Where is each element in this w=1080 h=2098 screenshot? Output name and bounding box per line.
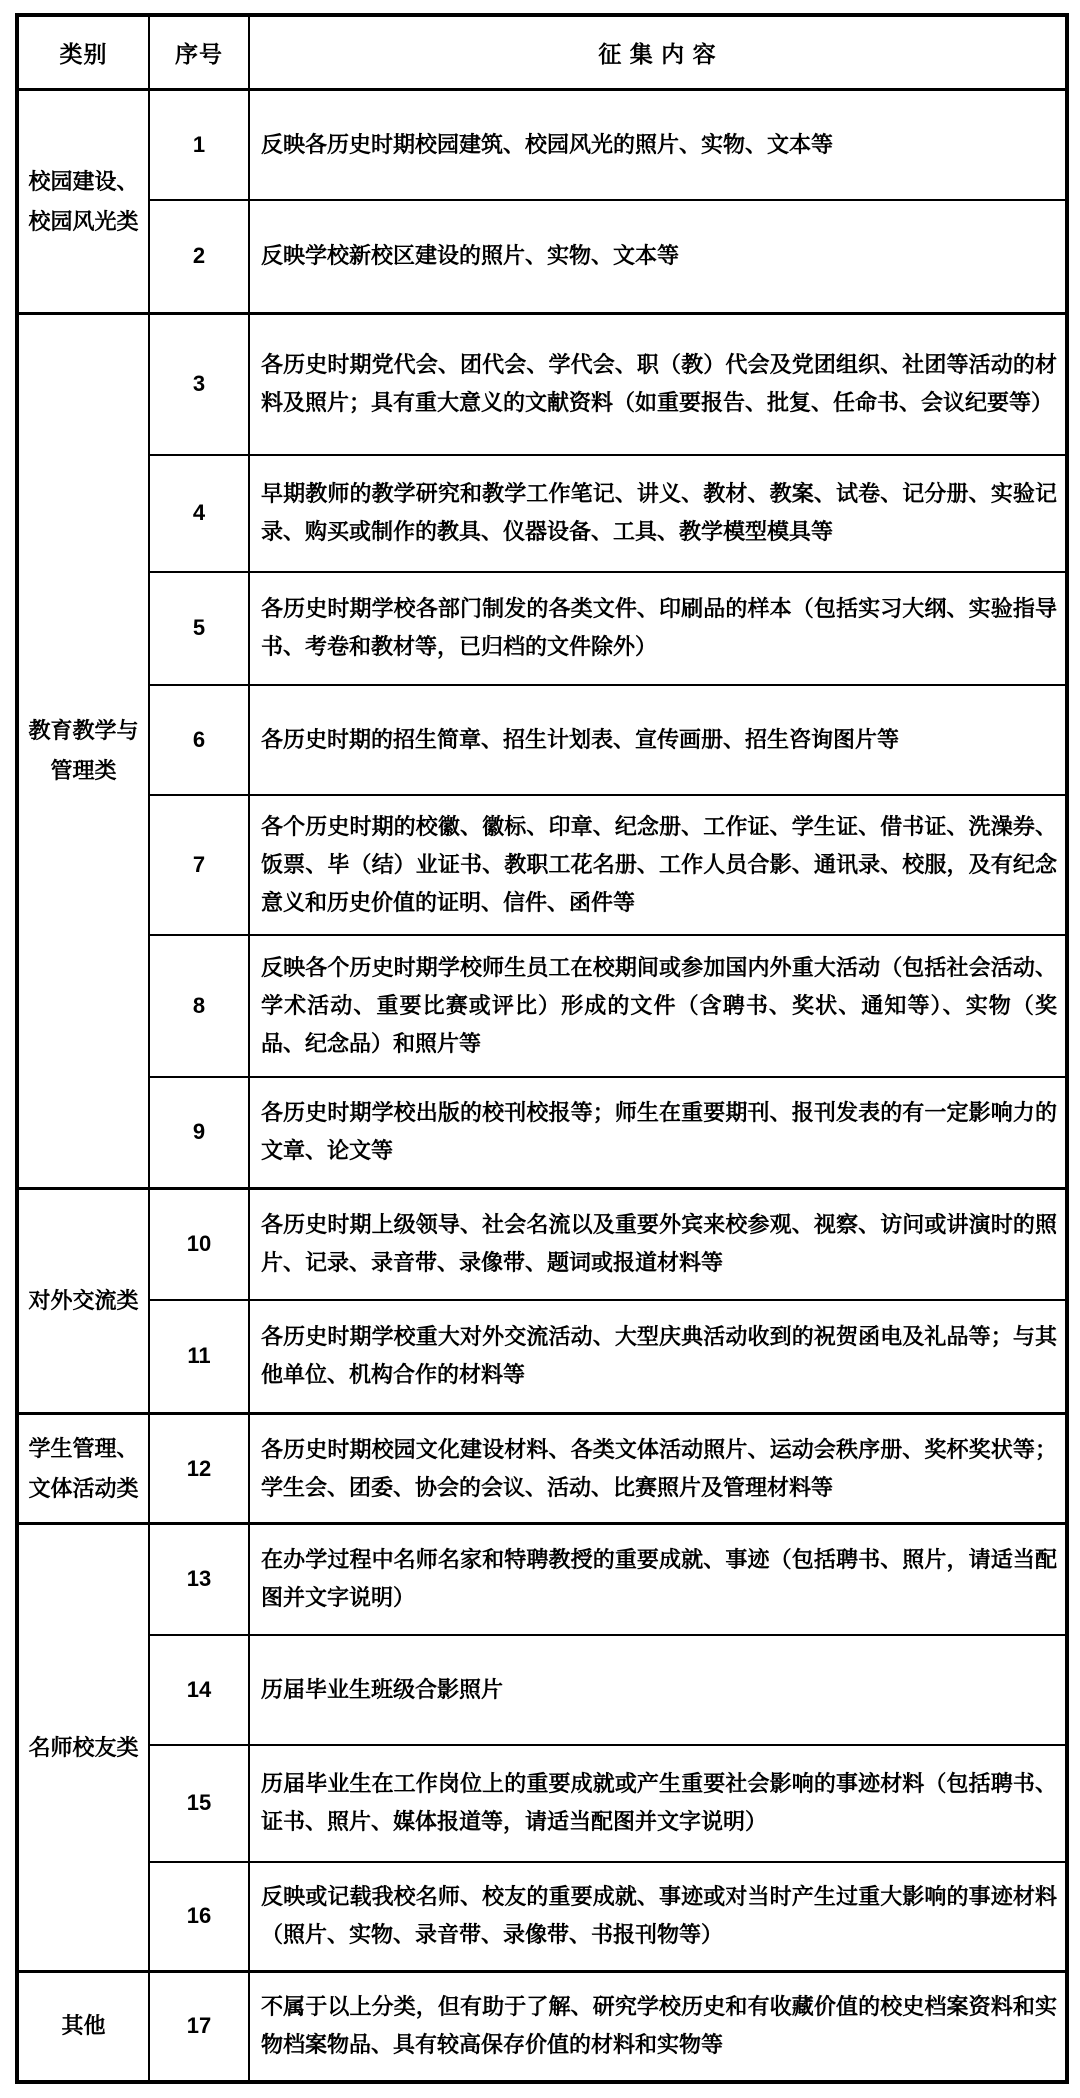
serial-number-cell: 3 <box>149 314 249 455</box>
table-row <box>17 1189 1067 1300</box>
table-row <box>17 1745 1067 1862</box>
table-row <box>17 1862 1067 1972</box>
content-cell: 在办学过程中名师名家和特聘教授的重要成就、事迹（包括聘书、照片，请适当配图并文字说明） <box>249 1524 1067 1635</box>
serial-number-cell: 16 <box>149 1862 249 1972</box>
category-cell: 学生管理、文体活动类 <box>17 1414 149 1524</box>
serial-number-cell: 15 <box>149 1745 249 1862</box>
category-cell: 校园建设、校园风光类 <box>17 90 149 314</box>
table-row <box>17 572 1067 685</box>
serial-number-cell: 10 <box>149 1189 249 1300</box>
content-cell: 各历史时期校园文化建设材料、各类文体活动照片、运动会秩序册、奖杯奖状等；学生会、团委、协会的会议、活动、比赛照片及管理材料等 <box>249 1414 1067 1524</box>
category-cell: 教育教学与管理类 <box>17 314 149 1189</box>
content-cell: 反映各历史时期校园建筑、校园风光的照片、实物、文本等 <box>249 90 1067 200</box>
serial-number-cell: 17 <box>149 1972 249 2082</box>
table-row <box>17 935 1067 1077</box>
serial-number-cell: 4 <box>149 455 249 572</box>
table-row <box>17 795 1067 935</box>
content-cell: 各历史时期的招生简章、招生计划表、宣传画册、招生咨询图片等 <box>249 685 1067 795</box>
serial-number-cell: 11 <box>149 1300 249 1414</box>
table-row <box>17 1300 1067 1414</box>
table-body <box>17 90 1067 2082</box>
serial-number-cell: 2 <box>149 200 249 314</box>
content-cell: 各历史时期党代会、团代会、学代会、职（教）代会及党团组织、社团等活动的材料及照片；具有重大意义的文献资料（如重要报告、批复、任命书、会议纪要等） <box>249 314 1067 455</box>
header-category: 类别 <box>17 15 149 90</box>
serial-number-cell: 6 <box>149 685 249 795</box>
serial-number-cell: 14 <box>149 1635 249 1745</box>
content-cell: 反映或记载我校名师、校友的重要成就、事迹或对当时产生过重大影响的事迹材料（照片、实物、录音带、录像带、书报刊物等） <box>249 1862 1067 1972</box>
table-row <box>17 1524 1067 1635</box>
content-cell: 历届毕业生班级合影照片 <box>249 1635 1067 1745</box>
content-cell: 各历史时期上级领导、社会名流以及重要外宾来校参观、视察、访问或讲演时的照片、记录、录音带、录像带、题词或报道材料等 <box>249 1189 1067 1300</box>
table-row <box>17 1414 1067 1524</box>
category-cell: 其他 <box>17 1972 149 2082</box>
serial-number-cell: 5 <box>149 572 249 685</box>
content-cell: 早期教师的教学研究和教学工作笔记、讲义、教材、教案、试卷、记分册、实验记录、购买或制作的教具、仪器设备、工具、教学模型模具等 <box>249 455 1067 572</box>
table-row <box>17 1972 1067 2082</box>
table-row <box>17 685 1067 795</box>
collection-table <box>15 13 1069 2084</box>
header-number: 序号 <box>149 15 249 90</box>
content-cell: 历届毕业生在工作岗位上的重要成就或产生重要社会影响的事迹材料（包括聘书、证书、照片、媒体报道等，请适当配图并文字说明） <box>249 1745 1067 1862</box>
content-cell: 各历史时期学校出版的校刊校报等；师生在重要期刊、报刊发表的有一定影响力的文章、论文等 <box>249 1077 1067 1189</box>
header-content: 征 集 内 容 <box>249 15 1067 90</box>
serial-number-cell: 8 <box>149 935 249 1077</box>
serial-number-cell: 13 <box>149 1524 249 1635</box>
category-cell: 名师校友类 <box>17 1524 149 1972</box>
table-row <box>17 455 1067 572</box>
table-row <box>17 1635 1067 1745</box>
content-cell: 反映学校新校区建设的照片、实物、文本等 <box>249 200 1067 314</box>
table-row <box>17 200 1067 314</box>
table-row <box>17 1077 1067 1189</box>
content-cell: 反映各个历史时期学校师生员工在校期间或参加国内外重大活动（包括社会活动、学术活动、重要比赛或评比）形成的文件（含聘书、奖状、通知等）、实物（奖品、纪念品）和照片等 <box>249 935 1067 1077</box>
table-row <box>17 90 1067 200</box>
content-cell: 不属于以上分类，但有助于了解、研究学校历史和有收藏价值的校史档案资料和实物档案物品、具有较高保存价值的材料和实物等 <box>249 1972 1067 2082</box>
serial-number-cell: 12 <box>149 1414 249 1524</box>
content-cell: 各历史时期学校重大对外交流活动、大型庆典活动收到的祝贺函电及礼品等；与其他单位、机构合作的材料等 <box>249 1300 1067 1414</box>
serial-number-cell: 7 <box>149 795 249 935</box>
serial-number-cell: 1 <box>149 90 249 200</box>
table-row <box>17 314 1067 455</box>
header-row <box>17 15 1067 90</box>
category-cell: 对外交流类 <box>17 1189 149 1414</box>
content-cell: 各个历史时期的校徽、徽标、印章、纪念册、工作证、学生证、借书证、洗澡券、饭票、毕（结）业证书、教职工花名册、工作人员合影、通讯录、校服，及有纪念意义和历史价值的证明、信件、函件等 <box>249 795 1067 935</box>
serial-number-cell: 9 <box>149 1077 249 1189</box>
content-cell: 各历史时期学校各部门制发的各类文件、印刷品的样本（包括实习大纲、实验指导书、考卷和教材等，已归档的文件除外） <box>249 572 1067 685</box>
